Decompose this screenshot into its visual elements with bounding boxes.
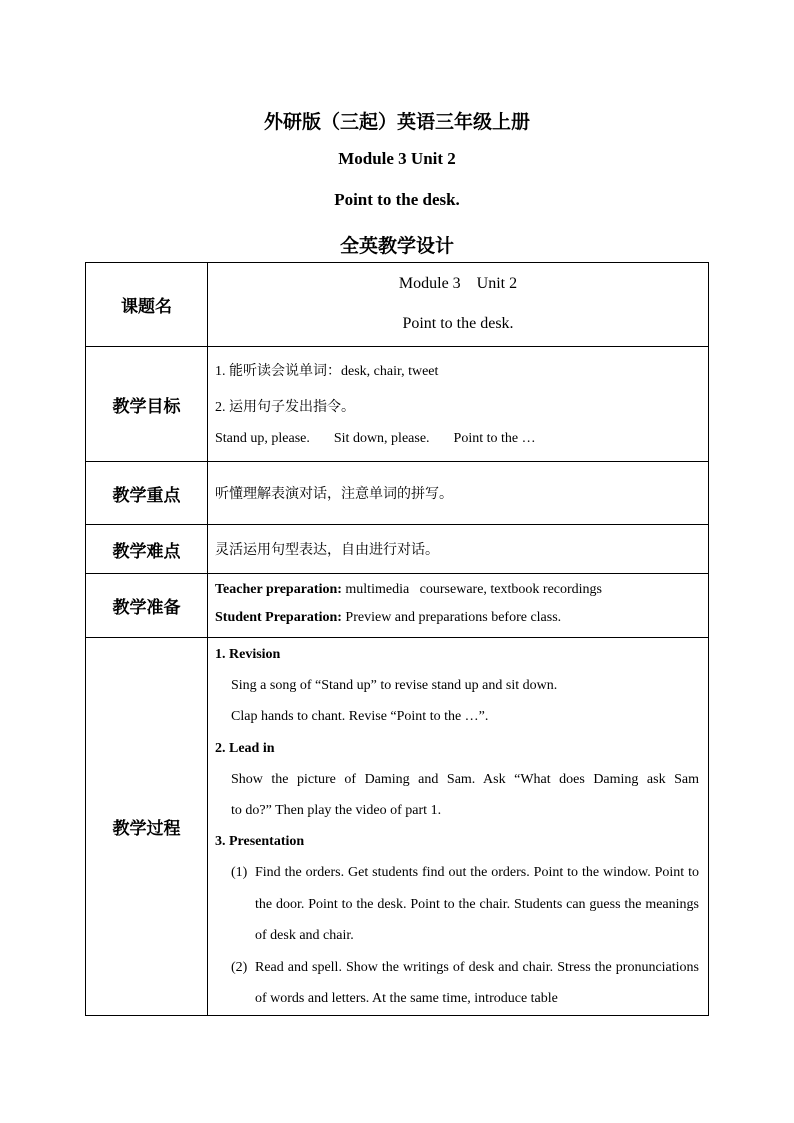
student-preparation-text: Preview and preparations before class. (345, 610, 562, 625)
table-row-process (86, 638, 709, 1016)
topic-line-1: Module 3 Unit 2 (398, 275, 518, 292)
process-section-presentation: 3. Presentation (215, 834, 305, 850)
table-row-key-points (86, 462, 709, 525)
presentation-item-2 (208, 952, 708, 1015)
module-unit-heading: Module 3 Unit 2 (338, 149, 456, 168)
goal-item-1 (208, 360, 708, 380)
table-row-goals (86, 347, 709, 462)
topic-cell (208, 263, 709, 347)
student-preparation (208, 610, 708, 626)
design-title-heading: 全英教学设计 (339, 235, 454, 257)
teacher-preparation (208, 582, 708, 598)
row-label-topic: 课题名 (86, 263, 208, 347)
row-label-key-points: 教学重点 (86, 462, 208, 525)
goal-item-2 (208, 396, 708, 416)
goal-item-2-cn: 运用句子发出指令。 (229, 399, 355, 415)
presentation-item-1 (208, 857, 708, 952)
topic-line-2: Point to the desk. (402, 315, 514, 332)
revision-line-1: Sing a song of “Stand up” to revise stand up and sit down. (231, 678, 558, 694)
goal-item-1-number: 1. (215, 364, 226, 379)
goals-cell (208, 347, 709, 462)
lesson-plan-table (85, 262, 709, 1016)
table-row-difficulties (86, 525, 709, 574)
key-points-text: 听懂理解表演对话，注意单词的拼写。 (215, 486, 453, 502)
goal-sentence-3: Point to the … (453, 431, 536, 446)
goal-sentences (208, 431, 708, 447)
table-row-preparation (86, 574, 709, 638)
preparation-cell (208, 574, 709, 638)
presentation-item-1-number: (1) (231, 865, 248, 881)
goal-item-1-words: desk, chair, tweet (341, 364, 439, 379)
key-points-cell (208, 462, 709, 525)
teacher-preparation-text: multimedia courseware, textbook recordings (345, 582, 602, 597)
lead-in-line-1: Show the picture of Daming and Sam. Ask “What does Daming ask Sam (231, 771, 699, 787)
student-preparation-label: Student Preparation: (215, 610, 342, 625)
goal-sentence-2: Sit down, please. (333, 431, 430, 446)
goal-item-1-cn: 能听读会说单词： (229, 363, 341, 379)
row-label-preparation: 教学准备 (86, 574, 208, 638)
goal-sentence-1: Stand up, please. (215, 431, 310, 446)
revision-line-2: Clap hands to chant. Revise “Point to the …”. (231, 709, 489, 725)
process-section-revision: 1. Revision (215, 647, 281, 662)
difficulties-cell (208, 525, 709, 574)
teacher-preparation-label: Teacher preparation: (215, 582, 342, 597)
document-title: 外研版（三起）英语三年级上册 (263, 111, 530, 133)
process-section-lead-in: 2. Lead in (215, 740, 275, 756)
goal-item-2-number: 2. (215, 400, 226, 415)
row-label-goals: 教学目标 (86, 347, 208, 462)
difficulties-text: 灵活运用句型表达，自由进行对话。 (215, 542, 439, 558)
lesson-title-heading: Point to the desk. (334, 190, 460, 209)
row-label-difficulties: 教学难点 (86, 525, 208, 574)
row-label-process: 教学过程 (86, 638, 208, 1016)
table-row-topic (86, 263, 709, 347)
presentation-item-2-number: (2) (231, 959, 248, 975)
presentation-item-2-text: Read and spell. Show the writings of desk and chair. Stress the pronunciations of words and letters. At the same time, introduce table (255, 959, 699, 1007)
process-cell (208, 638, 709, 1016)
lead-in-line-2: to do?” Then play the video of part 1. (231, 803, 442, 819)
presentation-item-1-text: Find the orders. Get students find out the orders. Point to the window. Point to the door. Point to the desk. Point to the chair. Students can guess the meanings of desk and chair. (255, 865, 699, 944)
